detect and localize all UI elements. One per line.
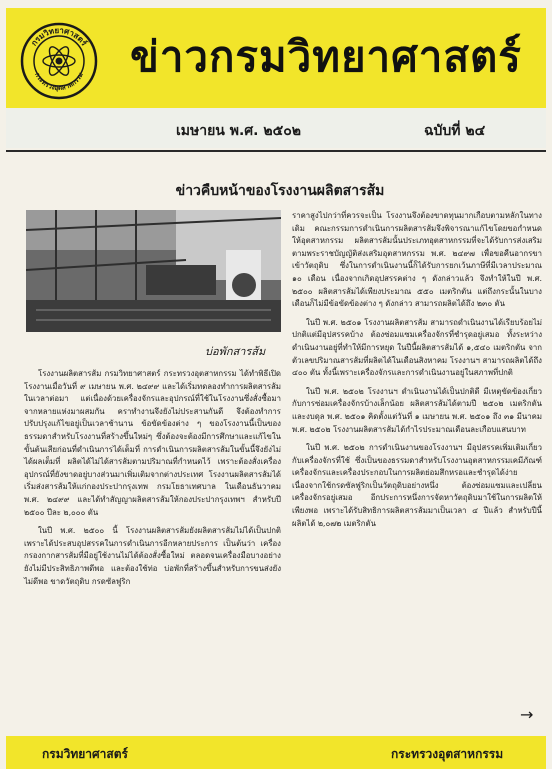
article-title: ข่าวคืบหน้าของโรงงานผลิตสารส้ม (175, 183, 385, 199)
svg-text:กรมวิทยาศาสตร์: กรมวิทยาศาสตร์ (29, 25, 89, 48)
factory-photo (26, 210, 281, 332)
article-paragraph: ในปี พ.ศ. ๒๕๐๒ โรงงานฯ ดำเนินงานได้เป็นปกติดี มีเหตุขัดข้องเกี่ยวกับการซ่อมเครื่องจักรบ้างเล็กน้อย ผลิตสารส้มได้ตามปี ๒๕๐๒ เมตริกตัน และงบดุล พ.ศ. ๒๕๐๑ คิดตั้งแต่วันที่ ๑ เมษายน พ.ศ. ๒๕๐๑ ถึง ๓๑ มีนาคม พ.ศ. ๒๕๐๒ โรงงานผลิตสารส้มได้กำไรประมาณเดือนละเกือบแสนบาท (292, 386, 542, 434)
department-seal-logo (20, 22, 98, 100)
article-paragraph: ราคาสูงไปกว่าที่ควรจะเป็น โรงงานจึงต้องขาดทุนมากเกือบตามหลักในทางเดิม คณะกรรมการดำเนินการผลิตสารส้มจึงพิจารณาแก้ไขโดยขอกำหนดให้อุตสาหกรรม ผลิตสารส้มนั้นประเภทอุตสาหกรรมที่จะได้รับการส่งเสริมตามพระราชบัญญัติส่งเสริมอุตสาหกรรม พ.ศ. ๒๔๙๗ เพื่อขอคืนอากรขาเข้าวัตถุดิบ ซึ่งในการดำเนินงานนี้ก็ได้รับการยกเว้นภาษีที่มีเวลาประมาณ ๑๐ เดือน เนื่องจากเกิดอุปสรรคต่าง ๆ ดังกล่าวแล้ว จึงทำให้ในปี พ.ศ. ๒๕๐๐ ผลิตสารส้มได้เพียงประมาณ ๕๕๐ เมตริกตัน แต่ถึงกระนั้นในบางเดือนก็ไม่มีข้อขัดข้องต่าง ๆ ดังกล่าว สามารถผลิตได้ถึง ๒๓๐ ตัน (292, 211, 542, 309)
article-paragraph: ในปี พ.ศ. ๒๕๐๒ การดำเนินงานของโรงงานฯ มีอุปสรรคเพิ่มเติมเกี่ยวกับเครื่องจักรที่ใช้ ซึ่งเป็นของธรรมดาสำหรับโรงงานอุตสาหกรรมเคมีภัณฑ์ เครื่องจักรและเครื่องประกอบในการผลิตย่อมสึกหรอและชำรุดได้ง่ายเนื่องจากใช้กรดซัลฟูริกเป็นวัตถุดิบอย่างหนึ่ง ต้องซ่อมแซมและเปลี่ยนเครื่องจักรอยู่เสมอ อีกประการหนึ่งการจัดหาวัตถุดิบมาใช้ในการผลิตให้เพียงพอ เพราะได้รับสิทธิการผลิตสารส้มมาเป็นเวลา ๔ ปีแล้ว สำหรับปีนี้ผลิตได้ ๒,๐๗๒ เมตริกตัน (292, 443, 542, 528)
svg-text:กระทรวงอุตสาหกรรม: กระทรวงอุตสาหกรรม (33, 71, 85, 93)
issue-info-bar (6, 108, 546, 148)
footer-ministry: กระทรวงอุตสาหกรรม (391, 747, 504, 761)
article-paragraph: ในปี พ.ศ. ๒๕๐๑ โรงงานผลิตสารส้ม สามารถดำเนินงานได้เรียบร้อยไม่ปกติแต่มีอุปสรรคบ้าง ต้องซ่อมแซมเครื่องจักรที่ชำรุดอยู่เสมอ ทั้งระหว่างดำเนินงานอยู่ที่ทำให้มีการหยุด ในปีนี้ผลิตสารส้มได้ ๑,๕๔๐ เมตริกตัน จากตัวเลขปริมาณสารส้มที่ผลิตได้ในเดือนสิงหาคม โรงงานฯ สามารถผลิตได้ถึง ๔๐๐ ตัน ทั้งนี้เพราะเครื่องจักรและการดำเนินงานอยู่ในสภาพที่ปกติ (292, 317, 542, 378)
article-paragraph: ในปี พ.ศ. ๒๕๐๐ นี้ โรงงานผลิตสารส้มยังผลิตสารส้มไม่ได้เป็นปกติ เพราะได้ประสบอุปสรรคในการดำเนินการอีกหลายประการ เป็นต้นว่า เครื่องกรองกากสารส้มที่มีอยู่ใช้งานไม่ได้ต้องสั่งซื้อใหม่ ตลอดจนเครื่องมือบางอย่างยังไม่มีประสิทธิภาพดีพอ และต้องใช้ท่อ บ่อพักที่สร้างขึ้นสำหรับการขนส่งยังไม่ดีพอ ขาดวัตถุดิบ กรดซัลฟูริก (24, 526, 281, 586)
article-paragraph: โรงงานผลิตสารส้ม กรมวิทยาศาสตร์ กระทรวงอุตสาหกรรม ได้ทำพิธีเปิดโรงงานเมื่อวันที่ ๙ เมษายน พ.ศ. ๒๔๙๙ และได้เริ่มทดลองทำการผลิตสารส้มในเวลาต่อมา แต่เนื่องด้วยเครื่องจักรและอุปกรณ์ที่ใช้ในโรงงานซึ่งสั่งซื้อมาจากหลายแห่งมาผสมกัน คราทำงานจึงยังไม่ประสานกันดี จึงต้องทำการปรับปรุงแก้ไขอยู่เป็นเวลาช้านาน ข้อขัดข้องต่าง ๆ ของโรงงานนี้เป็นของธรรมดาสำหรับโรงงานที่สร้างขึ้นใหม่ๆ ซึ่งต้องจะต้องมีการศึกษาและแก้ไขในขั้นต้นเสียก่อนที่ดำเนินการได้เต็มที่ การดำเนินการผลิตสารส้มในขั้นนี้จึงยังไม่ได้ผลเต็มที่ ผลิตได้ไม่ได้สารส้มตามปริมาณที่กำหนดไว้ เพราะต้องสั่งเครื่องอุปกรณ์ที่ยังขาดอยู่บางส่วนมาเพิ่มเติมจากต่างประเทศ โรงงานผลิตสารส้มได้เริ่มส่งสารส้มให้แก่กองประปากรุงเทพ กรมโยธาเทศบาล ในเดือนธันวาคม พ.ศ. ๒๔๙๙ และได้ทำสัญญาผลิตสารส้มให้กองประปากรุงเทพฯ สำหรับปี ๒๕๐๐ ปีละ ๒,๐๐๐ ตัน (24, 369, 281, 517)
newsletter-title: ข่าวกรมวิทยาศาสตร์ (130, 32, 522, 81)
article-right-column (292, 210, 542, 536)
continued-arrow-icon: → (520, 705, 534, 724)
photo-caption: บ่อพักสารส้ม (205, 345, 266, 358)
header-divider (6, 150, 546, 152)
article-left-column (24, 368, 281, 594)
issue-date: เมษายน พ.ศ. ๒๕๐๒ (176, 123, 301, 139)
footer-banner (6, 736, 546, 769)
masthead-banner (6, 8, 546, 108)
issue-number: ฉบับที่ ๒๔ (424, 123, 486, 139)
footer-department: กรมวิทยาศาสตร์ (42, 747, 128, 761)
